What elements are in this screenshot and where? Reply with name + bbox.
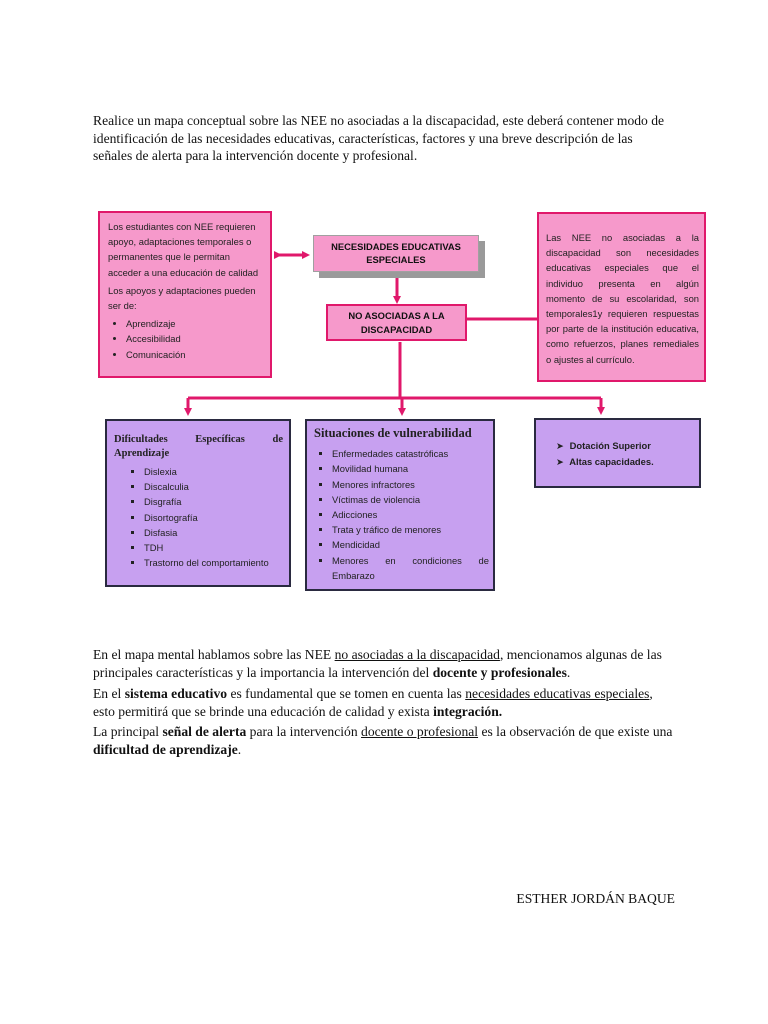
title-word: Aprendizaje bbox=[114, 448, 170, 459]
definition-text: Las NEE no asociadas a la discapacidad son necesidades educativas especiales que el individuo presenta en algún momento de su escolaridad, son temporales1y requieren respuestas por parte de la institución educativa, como refuerzos, planes remediales o ajustes al currículo. bbox=[546, 232, 699, 365]
list-item: ▪ Adicciones bbox=[332, 507, 489, 522]
item-word: en bbox=[385, 554, 396, 566]
no-asociadas-box bbox=[326, 304, 467, 341]
list-item: ▪ Disgrafía bbox=[144, 494, 283, 509]
title-word: Dificultades bbox=[114, 434, 168, 445]
paragraph-1: En el mapa mental hablamos sobre las NEE no asociadas a la discapacidad, mencionamos algunas de las principales características y la importancia la intervención del docente y profesionales. bbox=[93, 647, 662, 680]
paragraph-3: La principal señal de alerta para la intervención docente o profesional es la observación de que existe una dificultad de aprendizaje. bbox=[93, 724, 673, 757]
paragraph-2: En el sistema educativo es fundamental que se tomen en cuenta las necesidades educativas especiales, esto permitirá que se brinde una educación de calidad y exista integración. bbox=[93, 686, 653, 719]
list-item: ▪ Trata y tráfico de menores bbox=[332, 522, 489, 537]
support-text-1: Los estudiantes con NEE requieren apoyo, adaptaciones temporales o permanentes que le permitan acceder a una educación de calidad bbox=[108, 221, 259, 278]
dificultades-title bbox=[114, 433, 283, 461]
author-name: ESTHER JORDÁN BAQUE bbox=[516, 891, 675, 906]
vulnerabilidad-title: Situaciones de vulnerabilidad bbox=[314, 426, 472, 440]
list-item: ▪ Discalculia bbox=[144, 479, 283, 494]
vulnerabilidad-box bbox=[305, 419, 495, 591]
no-asociadas-line-2: DISCAPACIDAD bbox=[360, 324, 433, 335]
item-word: ▪ Menores bbox=[332, 554, 369, 566]
item-word: condiciones bbox=[412, 554, 462, 566]
nee-support-box bbox=[98, 211, 272, 378]
dotacion-box bbox=[534, 418, 701, 488]
dificultades-list bbox=[114, 464, 283, 570]
intro-paragraph: Realice un mapa conceptual sobre las NEE no asociadas a la discapacidad, este deberá contener modo de identificación de las necesidades educativas, características, factores y una breve descripción de las señales de alerta para la intervención docente y profesional. bbox=[93, 113, 665, 163]
support-text-2: Los apoyos y adaptaciones pueden ser de: bbox=[108, 284, 256, 312]
no-asociadas-line-1: NO ASOCIADAS A LA bbox=[348, 310, 445, 321]
list-item: ▪ Trastorno del comportamiento bbox=[144, 555, 283, 570]
title-word: de bbox=[272, 434, 283, 445]
list-item bbox=[332, 553, 489, 583]
dificultades-box bbox=[105, 419, 291, 587]
list-item: ▪ Enfermedades catastróficas bbox=[332, 446, 489, 461]
list-item: ▪ Mendicidad bbox=[332, 537, 489, 552]
list-item: • Comunicación bbox=[126, 347, 264, 362]
item-word: de bbox=[478, 554, 489, 566]
list-item: ▪ Víctimas de violencia bbox=[332, 492, 489, 507]
arrow-bullet-icon: ➤ bbox=[556, 456, 564, 467]
list-item: ▪ Disortografía bbox=[144, 510, 283, 525]
item-word: Embarazo bbox=[332, 569, 375, 581]
list-item: ▪ TDH bbox=[144, 540, 283, 555]
arrow-bullet-icon: ➤ bbox=[556, 440, 564, 451]
list-item: ➤ Dotación Superior bbox=[556, 438, 693, 454]
list-item: • Aprendizaje bbox=[126, 316, 264, 331]
support-list bbox=[108, 316, 264, 362]
nee-title: NECESIDADES EDUCATIVAS ESPECIALES bbox=[331, 241, 461, 265]
nee-title-box bbox=[313, 235, 479, 272]
list-item: ▪ Movilidad humana bbox=[332, 461, 489, 476]
title-word: Específicas bbox=[195, 434, 245, 445]
list-item: ▪ Menores infractores bbox=[332, 477, 489, 492]
nee-definition-box bbox=[537, 212, 706, 382]
vulnerabilidad-list bbox=[314, 446, 489, 583]
list-item: ▪ Dislexia bbox=[144, 464, 283, 479]
list-item: ▪ Disfasia bbox=[144, 525, 283, 540]
list-item: • Accesibilidad bbox=[126, 331, 264, 346]
list-item: ➤ Altas capacidades. bbox=[556, 454, 693, 470]
